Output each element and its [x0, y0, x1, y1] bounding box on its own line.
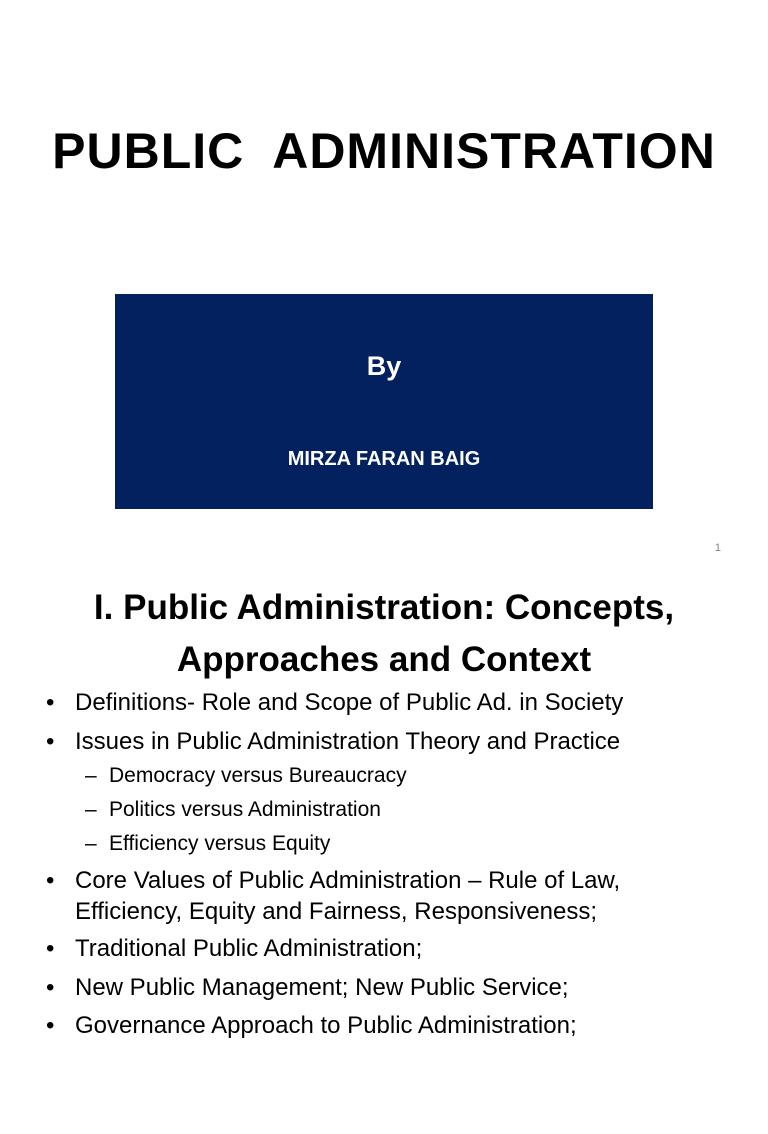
section-title — [0, 582, 768, 686]
dash-icon: – — [85, 832, 97, 855]
bullet-text: Core Values of Public Administration – Rule of Law, — [75, 867, 621, 894]
dash-icon: – — [85, 798, 97, 821]
bullet-text: Traditional Public Administration; — [75, 935, 423, 962]
bullet-icon: • — [46, 1012, 55, 1039]
bullet-text: Issues in Public Administration Theory and Practice — [75, 728, 621, 755]
bullet-icon: • — [46, 689, 55, 716]
by-label: By — [366, 351, 402, 381]
bullet-text: New Public Management; New Public Service; — [75, 974, 569, 1001]
bullet-icon: • — [46, 867, 55, 894]
bullet-text: Definitions- Role and Scope of Public Ad. in Society — [75, 689, 624, 716]
bullet-icon: • — [46, 728, 55, 755]
bullet-text: Governance Approach to Public Administration; — [75, 1012, 577, 1039]
bullet-item — [46, 1010, 577, 1134]
bullet-text: Efficiency, Equity and Fairness, Responsiveness; — [75, 898, 598, 925]
slide-title: PUBLIC ADMINISTRATION — [52, 123, 716, 179]
sub-bullet-text: Efficiency versus Equity — [109, 832, 331, 855]
author-box — [115, 294, 653, 509]
bullet-icon: • — [46, 935, 55, 962]
page-number: 1 — [714, 542, 721, 554]
section-title-line-2: Approaches and Context — [176, 640, 592, 679]
bullet-icon: • — [46, 974, 55, 1001]
sub-bullet-text: Politics versus Administration — [109, 798, 381, 821]
section-title-line-1: I. Public Administration: Concepts, — [93, 588, 675, 627]
sub-bullet-text: Democracy versus Bureaucracy — [109, 764, 407, 787]
author-name: MIRZA FARAN BAIG — [287, 448, 481, 470]
dash-icon: – — [85, 764, 97, 787]
